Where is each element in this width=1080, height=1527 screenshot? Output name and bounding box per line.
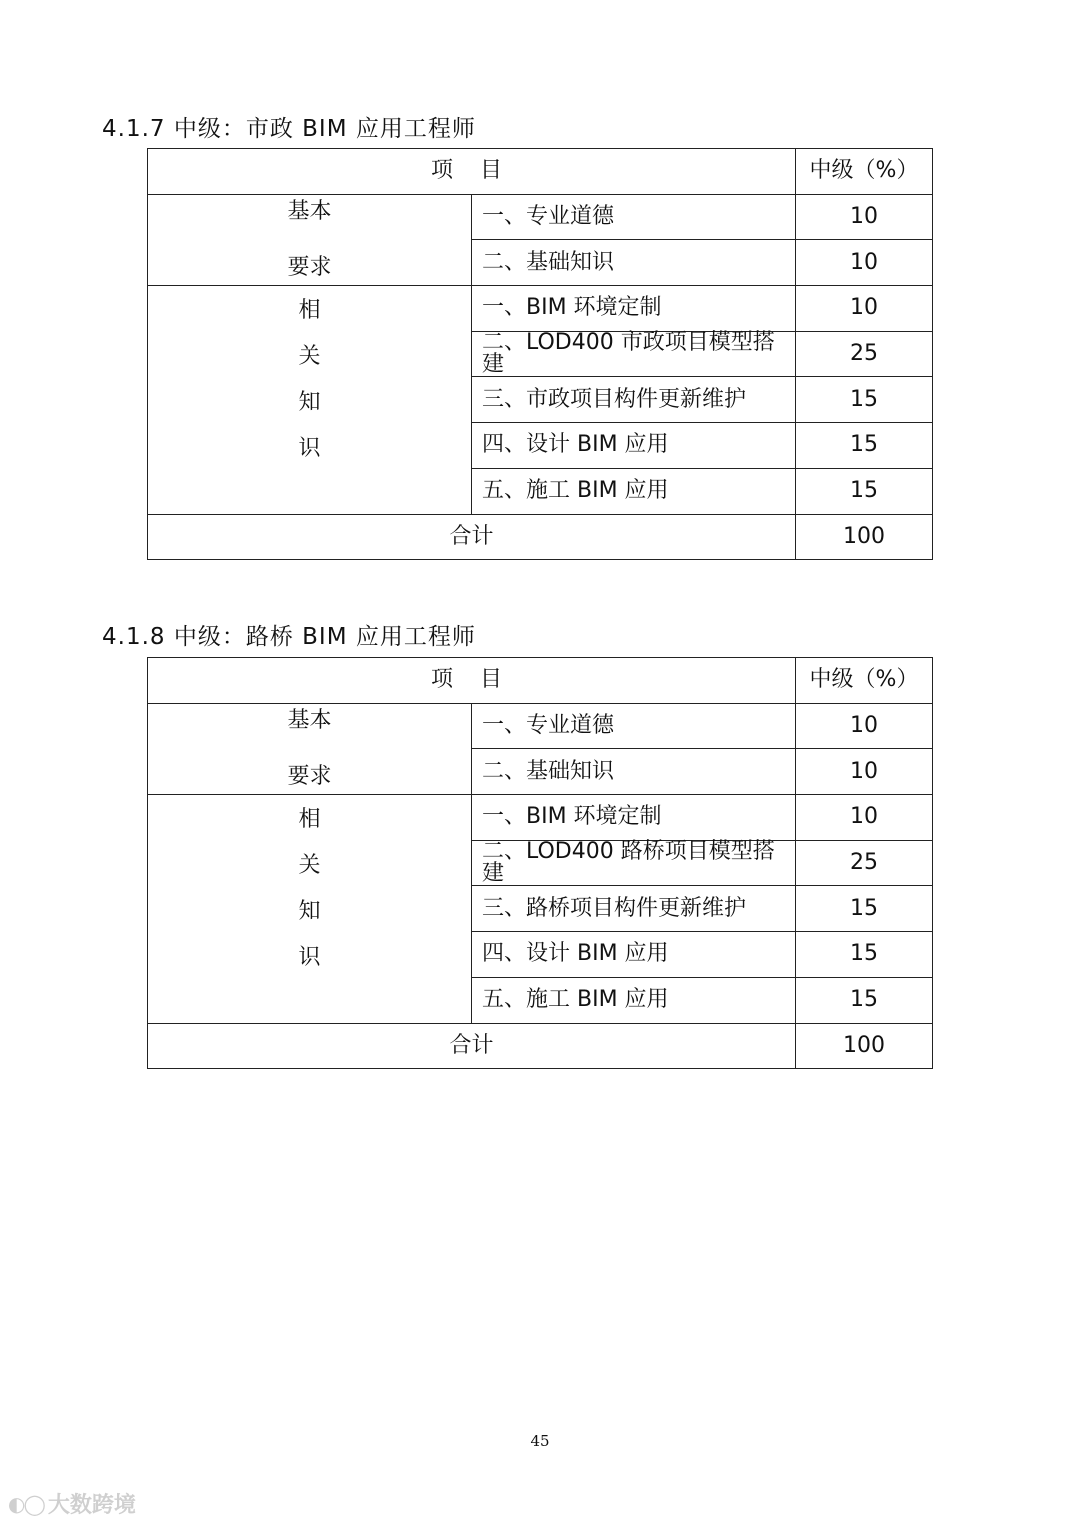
table-row <box>148 703 933 749</box>
row-value: 15 <box>796 423 933 469</box>
table-header-row <box>148 658 933 704</box>
table-total-row <box>148 1023 933 1069</box>
row-item: 一、专业道德 <box>472 703 796 749</box>
section-title-2: 4.1.8 中级：路桥 BIM 应用工程师 <box>102 624 476 650</box>
category-related-char: 知 <box>298 390 321 416</box>
category-basic-line: 要求 <box>287 763 332 789</box>
table-row <box>148 286 933 332</box>
row-value: 10 <box>796 703 933 749</box>
table-row <box>148 795 933 841</box>
row-value: 10 <box>796 240 933 286</box>
row-value: 10 <box>796 286 933 332</box>
row-item: 一、专业道德 <box>472 194 796 240</box>
table-total-row <box>148 514 933 560</box>
row-value: 25 <box>796 840 933 886</box>
header-level: 中级（%） <box>796 149 933 195</box>
watermark <box>8 1488 136 1519</box>
row-item: 二、基础知识 <box>472 240 796 286</box>
category-related <box>148 286 472 514</box>
category-related-char: 相 <box>298 807 321 833</box>
row-value: 15 <box>796 886 933 932</box>
row-item: 一、BIM 环境定制 <box>472 795 796 841</box>
row-value: 15 <box>796 377 933 423</box>
header-item: 项 目 <box>148 658 796 704</box>
row-value: 15 <box>796 932 933 978</box>
row-value: 15 <box>796 468 933 514</box>
row-item: 四、设计 BIM 应用 <box>472 932 796 978</box>
category-related-char: 相 <box>298 298 321 324</box>
category-related-char: 关 <box>298 344 321 370</box>
table-header-row <box>148 149 933 195</box>
category-related-char: 关 <box>298 853 321 879</box>
table-row <box>148 194 933 240</box>
logo-icon: ◐◯ <box>8 1491 44 1516</box>
total-label: 合计 <box>148 1023 796 1069</box>
category-related-char: 识 <box>298 945 321 971</box>
row-item: 五、施工 BIM 应用 <box>472 468 796 514</box>
watermark-text: 大数跨境 <box>47 1493 136 1518</box>
category-basic <box>148 703 472 794</box>
category-basic-line: 要求 <box>287 254 332 280</box>
row-item: 三、市政项目构件更新维护 <box>472 377 796 423</box>
row-value: 10 <box>796 194 933 240</box>
category-related <box>148 795 472 1023</box>
score-table-1 <box>147 148 933 560</box>
category-basic-line: 基本 <box>287 198 332 224</box>
section-title-1: 4.1.7 中级：市政 BIM 应用工程师 <box>102 116 476 142</box>
header-level: 中级（%） <box>796 658 933 704</box>
score-table-2 <box>147 657 933 1069</box>
total-label: 合计 <box>148 514 796 560</box>
row-item: 二、LOD400 路桥项目模型搭建 <box>472 840 796 886</box>
row-value: 10 <box>796 749 933 795</box>
category-basic-line: 基本 <box>287 707 332 733</box>
header-item: 项 目 <box>148 149 796 195</box>
category-basic <box>148 194 472 285</box>
row-value: 10 <box>796 795 933 841</box>
row-item: 二、基础知识 <box>472 749 796 795</box>
row-item: 一、BIM 环境定制 <box>472 286 796 332</box>
row-value: 15 <box>796 977 933 1023</box>
page-number: 45 <box>530 1432 550 1450</box>
total-value: 100 <box>796 514 933 560</box>
row-item: 四、设计 BIM 应用 <box>472 423 796 469</box>
category-related-char: 识 <box>298 436 321 462</box>
row-value: 25 <box>796 331 933 377</box>
row-item: 三、路桥项目构件更新维护 <box>472 886 796 932</box>
total-value: 100 <box>796 1023 933 1069</box>
row-item: 五、施工 BIM 应用 <box>472 977 796 1023</box>
row-item: 二、LOD400 市政项目模型搭建 <box>472 331 796 377</box>
category-related-char: 知 <box>298 899 321 925</box>
